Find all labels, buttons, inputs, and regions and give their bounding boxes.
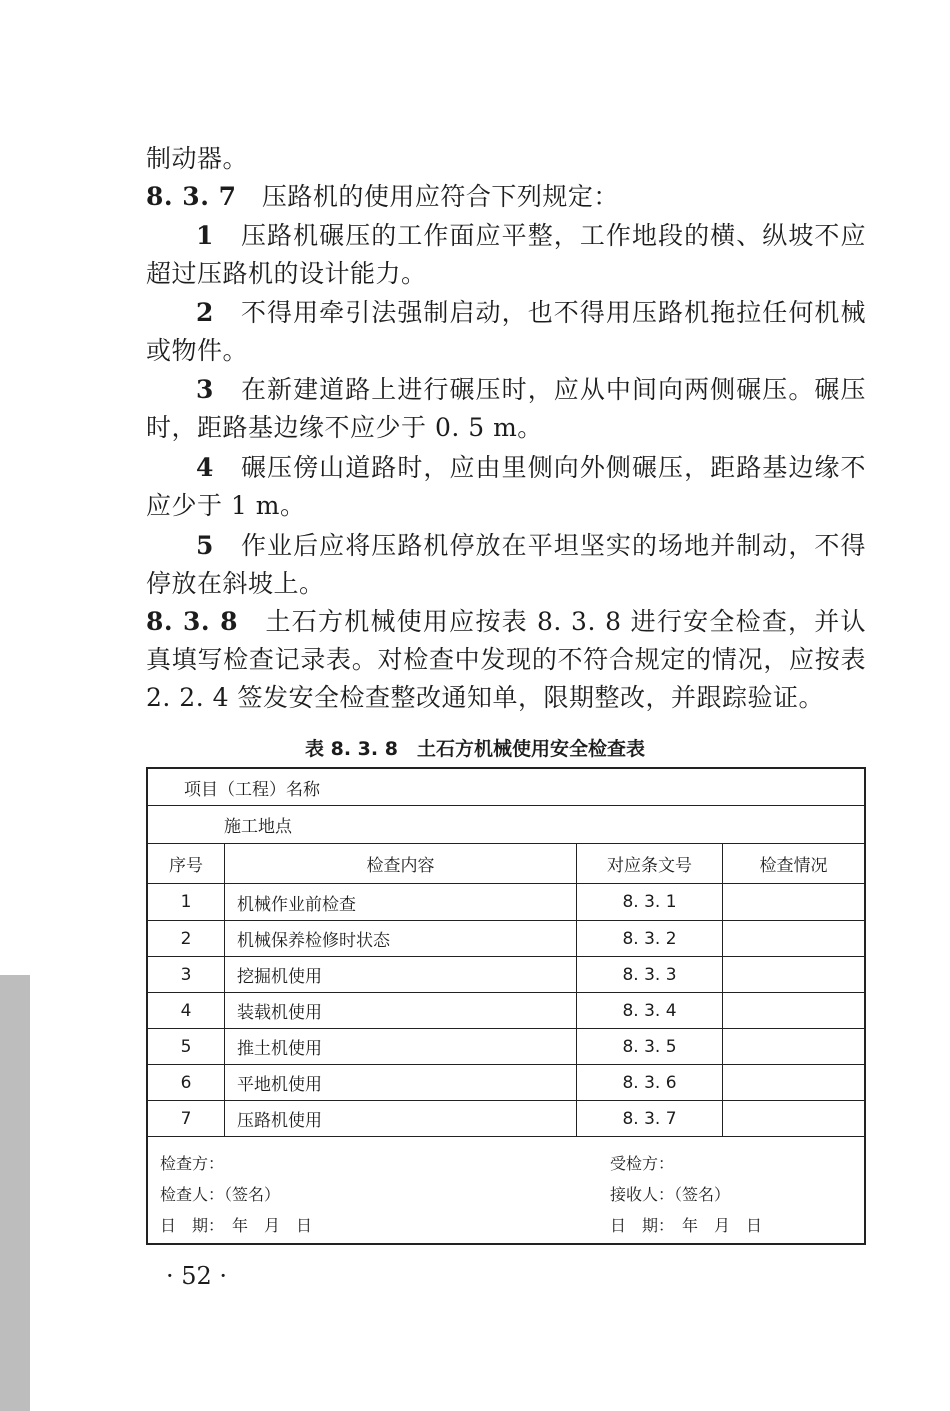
row-status xyxy=(722,921,864,956)
table-row xyxy=(148,993,864,1029)
item-5 xyxy=(146,527,866,603)
scan-edge-shadow xyxy=(0,975,30,1411)
row-seq: 2 xyxy=(180,928,192,949)
item-4 xyxy=(146,449,866,525)
item-1 xyxy=(146,217,866,293)
item-text: 在新建道路上进行碾压时，应从中间向两侧碾压。碾压时，距路基边缘不应少于 0. 5 m。 xyxy=(146,375,866,442)
item-number: 4 xyxy=(196,453,214,482)
project-name-label: 项目（工程）名称 xyxy=(184,779,320,800)
receiver-date-label: 日 期： 年 月 日 xyxy=(610,1216,763,1235)
table-row xyxy=(148,884,864,921)
row-seq: 3 xyxy=(180,964,192,985)
row-seq: 7 xyxy=(180,1108,192,1129)
row-clause: 8. 3. 6 xyxy=(576,1065,722,1100)
row-status xyxy=(722,957,864,992)
row-content: 推土机使用 xyxy=(224,1029,576,1064)
header-content: 检查内容 xyxy=(224,844,576,883)
section-text: 压路机的使用应符合下列规定： xyxy=(261,182,619,211)
section-8-3-7 xyxy=(146,178,866,216)
item-2 xyxy=(146,294,866,370)
table-row xyxy=(148,921,864,957)
paragraph-continuation xyxy=(146,140,866,178)
item-number: 5 xyxy=(196,531,214,560)
row-clause: 8. 3. 5 xyxy=(576,1029,722,1064)
safety-check-table xyxy=(146,767,866,1245)
table-header-row xyxy=(148,844,864,884)
item-number: 1 xyxy=(196,221,214,250)
row-seq: 4 xyxy=(180,1000,192,1021)
row-content: 挖掘机使用 xyxy=(224,957,576,992)
row-clause: 8. 3. 1 xyxy=(576,884,722,920)
row-status xyxy=(722,993,864,1028)
row-seq: 5 xyxy=(180,1036,192,1057)
row-content: 平地机使用 xyxy=(224,1065,576,1100)
receiver-person-label: 接收人：（签名） xyxy=(610,1185,731,1204)
item-text: 作业后应将压路机停放在平坦坚实的场地并制动，不得停放在斜坡上。 xyxy=(146,531,866,598)
row-status xyxy=(722,1065,864,1100)
row-content: 机械作业前检查 xyxy=(224,884,576,920)
table-row xyxy=(148,1029,864,1065)
table-row xyxy=(148,1101,864,1137)
row-status xyxy=(722,1029,864,1064)
item-text: 不得用牵引法强制启动，也不得用压路机拖拉任何机械或物件。 xyxy=(146,298,866,365)
project-name-row xyxy=(148,769,864,806)
item-3 xyxy=(146,371,866,447)
section-text: 土石方机械使用应按表 8. 3. 8 进行安全检查，并认真填写检查记录表。对检查中发现的不符合规定的情况，应按表 2. 2. 4 签发安全检查整改通知单，限期整改，并跟踪验证。 xyxy=(146,607,867,712)
continuation-text: 制动器。 xyxy=(146,144,249,173)
table-caption: 表 8. 3. 8 土石方机械使用安全检查表 xyxy=(305,738,645,760)
item-text: 碾压傍山道路时，应由里侧向外侧碾压，距路基边缘不应少于 1 m。 xyxy=(146,453,866,520)
row-clause: 8. 3. 4 xyxy=(576,993,722,1028)
section-number: 8. 3. 7 xyxy=(146,182,237,211)
header-status: 检查情况 xyxy=(722,844,864,883)
inspector-party-label: 检查方： xyxy=(160,1154,225,1173)
site-row xyxy=(148,806,864,844)
item-number: 2 xyxy=(196,298,214,327)
row-seq: 6 xyxy=(180,1072,192,1093)
section-8-3-8 xyxy=(146,603,866,717)
row-content: 机械保养检修时状态 xyxy=(224,921,576,956)
row-status xyxy=(722,1101,864,1136)
row-clause: 8. 3. 2 xyxy=(576,921,722,956)
receiver-party-label: 受检方： xyxy=(610,1154,675,1173)
table-row xyxy=(148,957,864,993)
row-clause: 8. 3. 3 xyxy=(576,957,722,992)
section-number: 8. 3. 8 xyxy=(146,607,238,636)
row-status xyxy=(722,884,864,920)
row-clause: 8. 3. 7 xyxy=(576,1101,722,1136)
inspector-person-label: 检查人：（签名） xyxy=(160,1185,281,1204)
table-row xyxy=(148,1065,864,1101)
item-text: 压路机碾压的工作面应平整，工作地段的横、纵坡不应超过压路机的设计能力。 xyxy=(146,221,866,288)
header-seq: 序号 xyxy=(169,856,203,876)
page-number: · 52 · xyxy=(166,1262,228,1290)
header-clause: 对应条文号 xyxy=(576,844,722,883)
item-number: 3 xyxy=(196,375,214,404)
row-content: 压路机使用 xyxy=(224,1101,576,1136)
inspector-date-label: 日 期： 年 月 日 xyxy=(160,1216,313,1235)
site-label: 施工地点 xyxy=(224,817,292,837)
row-seq: 1 xyxy=(180,892,192,912)
row-content: 装载机使用 xyxy=(224,993,576,1028)
